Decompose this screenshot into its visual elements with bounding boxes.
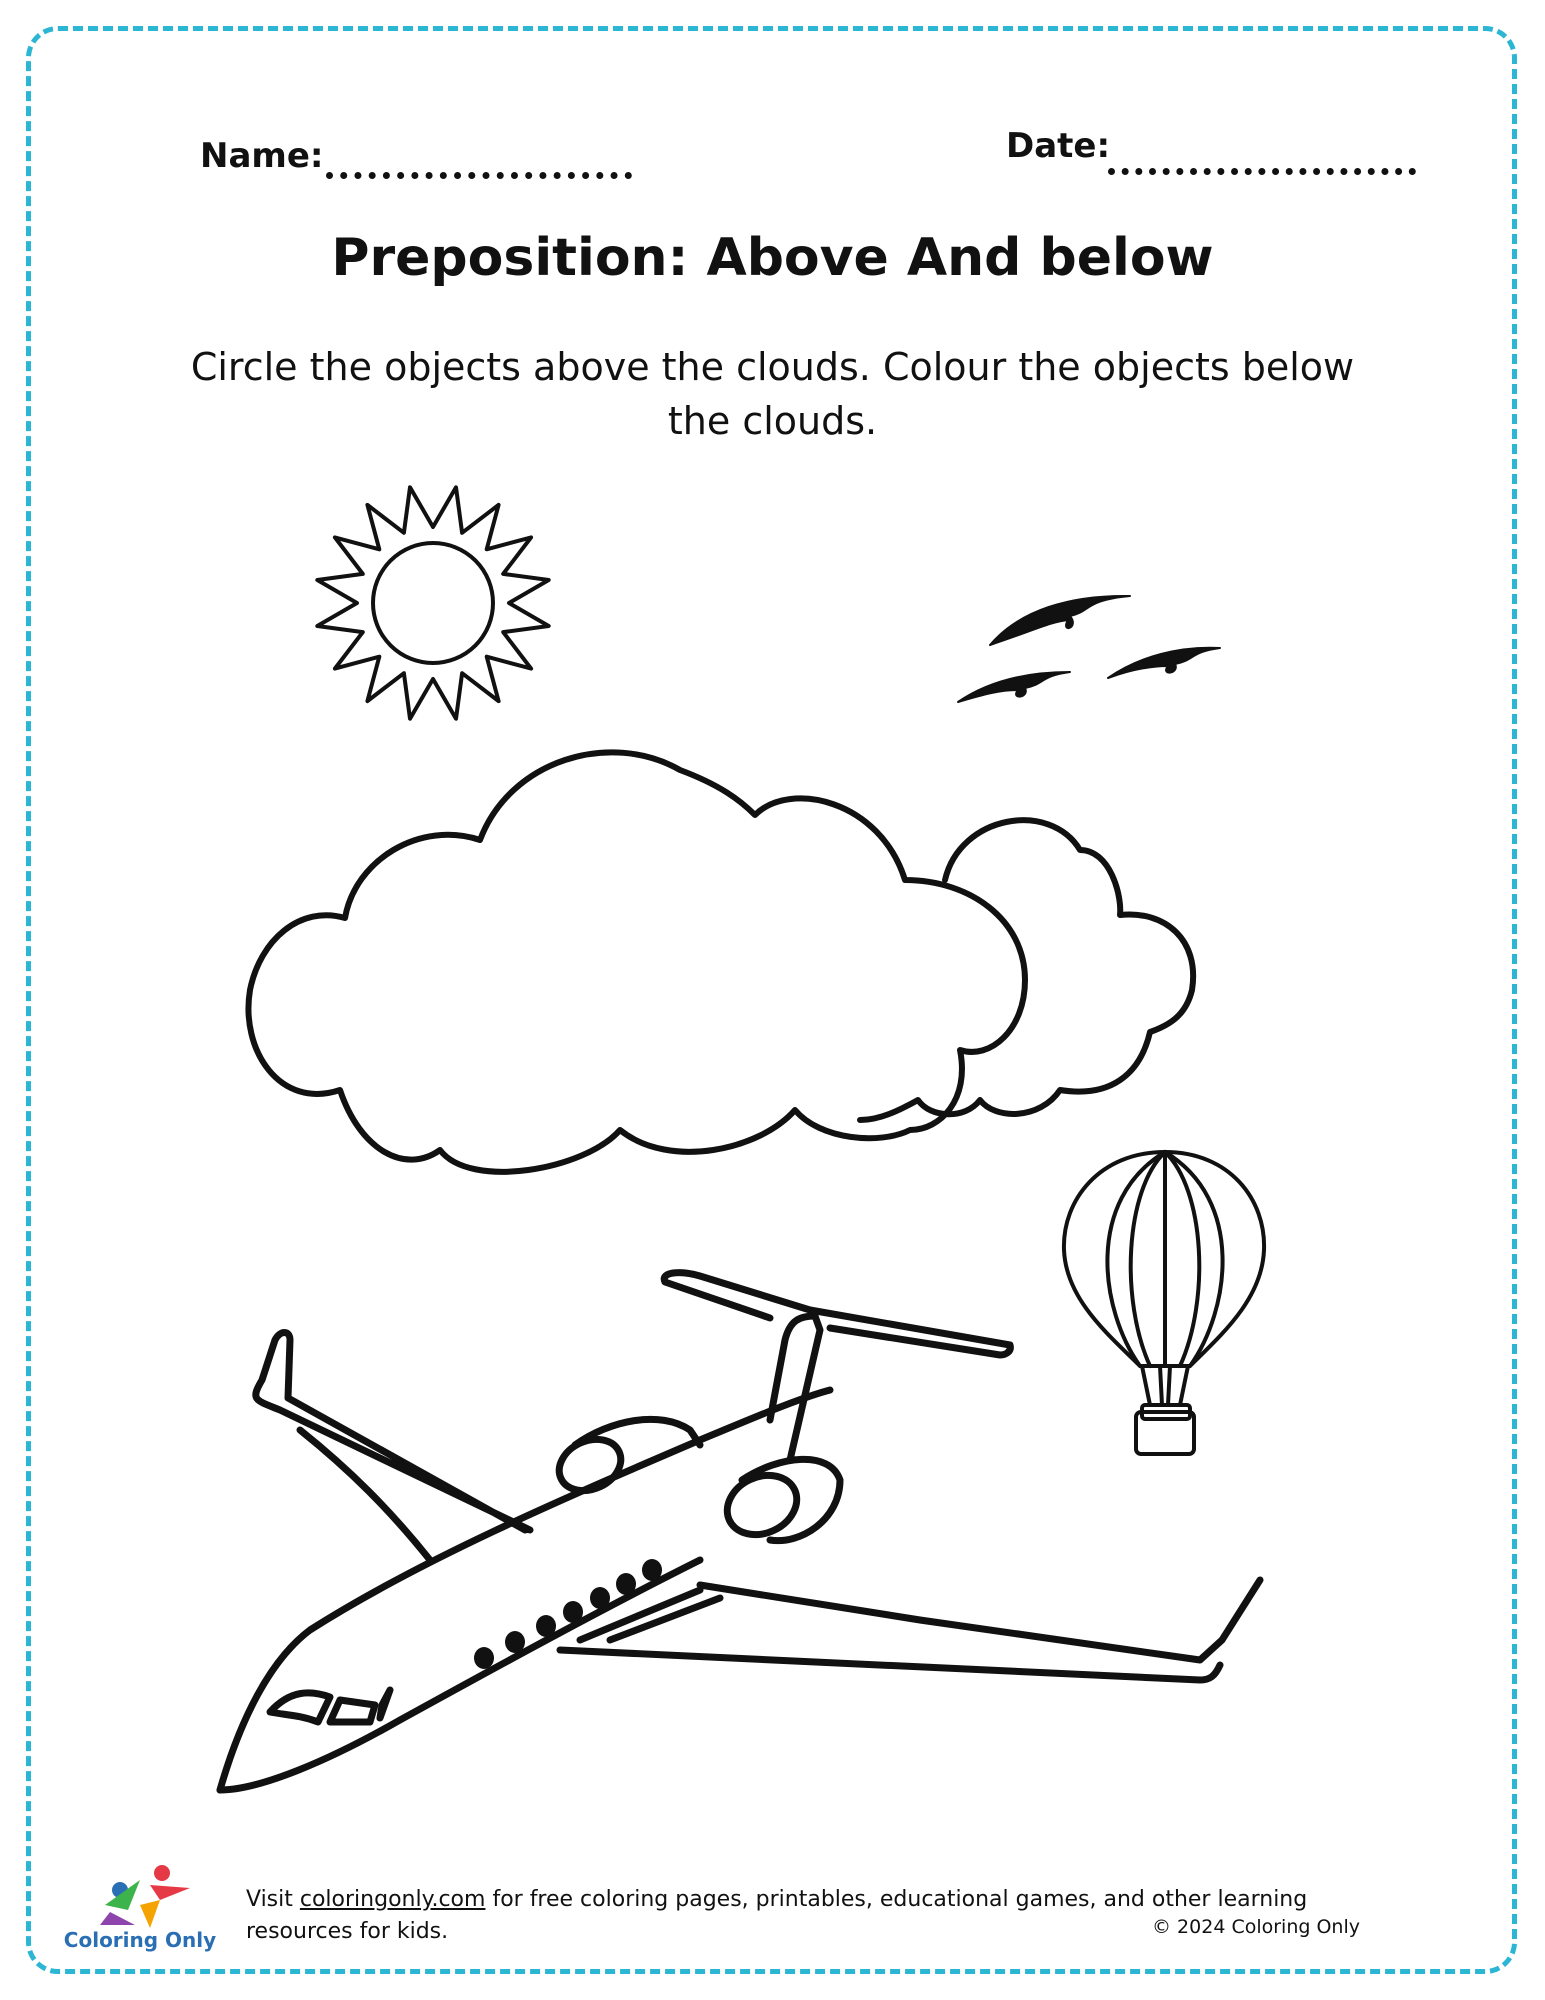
coloring-only-logo-icon xyxy=(100,1865,190,1928)
footer-text: Visit coloringonly.com for free coloring pages, printables, educational games, and other learning resources for kids. xyxy=(246,1887,1308,1944)
cloud-icon xyxy=(248,752,1193,1171)
name-label: Name: xyxy=(200,136,324,176)
logo-text: Coloring Only xyxy=(63,1928,217,1952)
instructions: Circle the objects above the clouds. Colour the objects below the clouds. xyxy=(190,345,1355,443)
birds-icon xyxy=(958,596,1220,702)
copyright: © 2024 Coloring Only xyxy=(1152,1916,1360,1938)
airplane-icon xyxy=(220,1273,1260,1790)
website-link[interactable]: coloringonly.com xyxy=(299,1887,486,1912)
hot-air-balloon-icon xyxy=(1064,1152,1264,1454)
date-label: Date: xyxy=(1006,126,1111,166)
sun-icon xyxy=(317,487,548,718)
worksheet-title: Preposition: Above And below xyxy=(331,228,1214,288)
